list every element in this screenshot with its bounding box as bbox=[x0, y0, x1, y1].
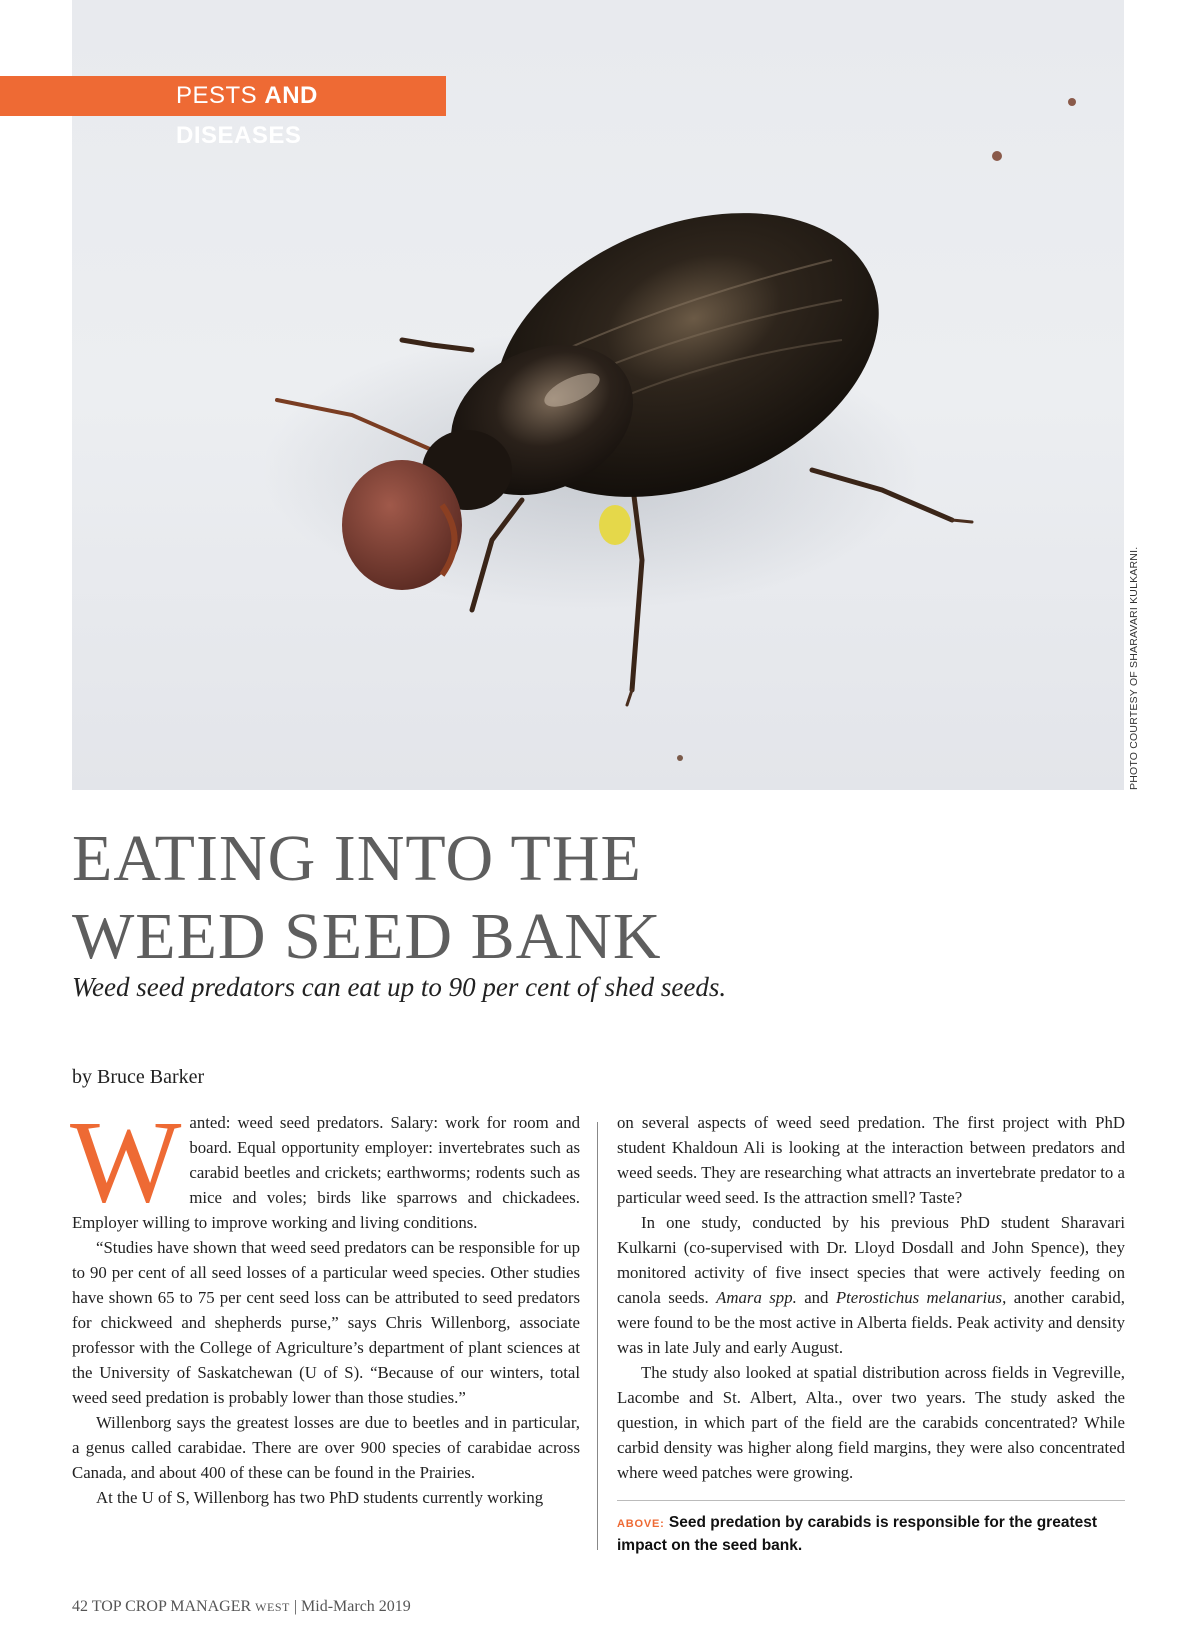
column-divider bbox=[597, 1122, 598, 1550]
issue-date: Mid-March 2019 bbox=[301, 1598, 411, 1615]
paragraph-2: “Studies have shown that weed seed predators can be responsible for up to 90 per cent of all seed losses of a particular weed species. Other studies have shown 65 to 75 per cent seed loss can be attributed to seed predators for chickweed and shepherds purse,” says Chris Willenborg, associate professor with the College of Agriculture’s department of plant sciences at the University of Saskatchewan (U of S). “Because of our winters, total weed seed predation is probably lower than those studies.” bbox=[72, 1238, 580, 1407]
paragraph-5: on several aspects of weed seed predation. The first project with PhD student Khaldoun Ali is looking at the interaction between predators and weed seeds. They are researching what attracts an invertebrate predator to a particular weed seed. Is the attraction smell? Taste? bbox=[617, 1113, 1125, 1207]
section-tag-light: PESTS bbox=[176, 82, 258, 109]
article-column-left bbox=[70, 1096, 580, 1510]
byline: by Bruce Barker bbox=[72, 1066, 205, 1088]
photo-credit: PHOTO COURTESY OF SHARAVARI KULKARNI. bbox=[1128, 546, 1140, 790]
section-tag-bold: AND DISEASES bbox=[176, 82, 318, 149]
paragraph-6-and: and bbox=[804, 1288, 829, 1307]
page-number: 42 bbox=[72, 1598, 88, 1615]
paragraph-7: The study also looked at spatial distribution across fields in Vegreville, Lacombe and St. Albert, Alta., over two years. The study asked the question, in which part of the field are the carabids concentrated? While carbid density was higher along field margins, they were also concentrated where weed patches were growing. bbox=[617, 1363, 1125, 1482]
deck: Weed seed predators can eat up to 90 per cent of shed seeds. bbox=[72, 972, 727, 1002]
paragraph-6-a: In one study, conducted by his previous PhD student Sharavari Kulkarni (co-supervised with Dr. Lloyd Dosdall and John Spence), they monitored activity of five insect species that were actively feeding on canola seeds. bbox=[617, 1213, 1125, 1307]
caption-text: Seed predation by carabids is responsible for the greatest impact on the seed bank. bbox=[617, 1514, 1098, 1554]
folio bbox=[72, 1598, 411, 1616]
folio-separator: | bbox=[293, 1598, 298, 1615]
photo-caption bbox=[617, 1512, 1125, 1556]
headline-line-1: EATING INTO THE bbox=[72, 822, 642, 895]
species-pterostichus: Pterostichus melanarius bbox=[835, 1288, 1003, 1307]
magazine-edition: WEST bbox=[255, 1600, 290, 1614]
magazine-name: TOP CROP MANAGER bbox=[91, 1598, 252, 1615]
species-amara: Amara spp. bbox=[716, 1288, 797, 1307]
paragraph-1-text: anted: weed seed predators. Salary: work for room and board. Equal opportunity employer: invertebrates such as carabid beetles and crickets; earthworms; rodents such as mice and voles; birds like sparrows and chickadees. Employer willing to improve working and living conditions. bbox=[72, 1113, 580, 1232]
headline bbox=[72, 820, 972, 976]
paragraph-1 bbox=[70, 1096, 580, 1235]
paragraph-4: At the U of S, Willenborg has two PhD students currently working bbox=[96, 1488, 544, 1507]
dropcap: W bbox=[70, 1096, 182, 1227]
headline-line-2: WEED SEED BANK bbox=[72, 900, 662, 973]
caption-label: ABOVE: bbox=[617, 1518, 665, 1530]
article-column-right bbox=[617, 1110, 1125, 1485]
paragraph-6-b: , another carabid, were found to be the most active in Alberta fields. Peak activity and density was in late July and early August. bbox=[617, 1288, 1125, 1357]
section-tag bbox=[0, 76, 446, 149]
caption-rule bbox=[617, 1500, 1125, 1501]
paragraph-6 bbox=[617, 1210, 1125, 1360]
paragraph-3: Willenborg says the greatest losses are due to beetles and in particular, a genus called carabidae. There are over 900 species of carabidae across Canada, and about 400 of these can be found in the Prairies. bbox=[72, 1413, 580, 1482]
